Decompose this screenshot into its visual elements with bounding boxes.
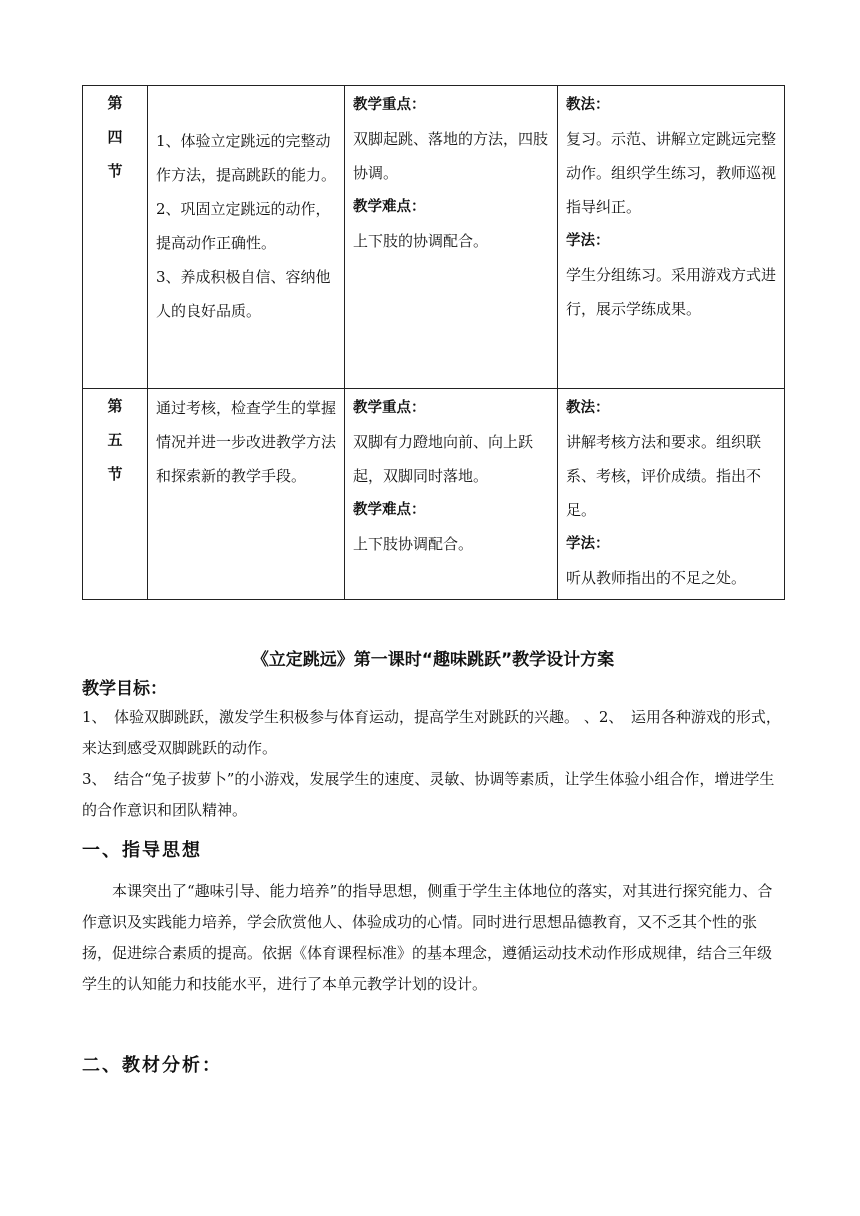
learning-method-label: 学法： — [566, 233, 610, 249]
goals-cell — [148, 389, 345, 600]
teaching-method-label: 教法： — [566, 97, 610, 113]
goal-item: 1、体验立定跳远的完整动作方法，提高跳跃的能力。 — [156, 132, 337, 184]
learning-method-text: 学生分组练习。采用游戏方式进行，展示学练成果。 — [566, 266, 777, 318]
difficulty-label: 教学难点： — [353, 199, 426, 215]
key-points-text: 双脚有力蹬地向前、向上跃起，双脚同时落地。 — [353, 433, 534, 485]
section-heading-material-analysis: 二、教材分析： — [82, 1055, 222, 1076]
objective-item: 1、 体验双脚跳跃，激发学生积极参与体育运动，提高学生对跳跃的兴趣。 、2、 运用各种游戏的形式，来达到感受双脚跳跃的动作。 — [82, 708, 781, 757]
key-points-label: 教学重点： — [353, 400, 426, 416]
table-row — [83, 86, 785, 389]
goals-cell — [148, 86, 345, 389]
section-name: 第四节 — [107, 94, 123, 180]
teaching-method-text: 复习。示范、讲解立定跳远完整动作。组织学生练习，教师巡视指导纠正。 — [566, 130, 777, 216]
goal-item: 通过考核，检查学生的掌握情况并进一步改进教学方法和探索新的教学手段。 — [156, 399, 337, 485]
key-points-text: 双脚起跳、落地的方法，四肢协调。 — [353, 130, 549, 182]
lesson-plan-table — [82, 85, 785, 600]
paragraph-text: 本课突出了“趣味引导、能力培养”的指导思想，侧重于学生主体地位的落实，对其进行探究能力、合作意识及实践能力培养，学会欣赏他人、体验成功的心情。同时进行思想品德教育，又不乏其个性的张扬，促进综合素质的提高。依据《体育课程标准》的基本理念，遵循运动技术动作形成规律，结合三年级学生的认知能力和技能水平，进行了本单元教学计划的设计。 — [82, 882, 773, 993]
key-points-cell — [345, 389, 558, 600]
key-points-label: 教学重点： — [353, 97, 426, 113]
guiding-ideology-paragraph — [82, 876, 784, 1000]
methods-cell — [558, 389, 785, 600]
section-name: 第五节 — [107, 397, 123, 483]
objective-item: 3、 结合“兔子拔萝卜”的小游戏，发展学生的速度、灵敏、协调等素质，让学生体验小组合作，增进学生的合作意识和团队精神。 — [82, 770, 775, 819]
goal-item: 3、养成积极自信、容纳他人的良好品质。 — [156, 268, 331, 320]
objectives-heading: 教学目标： — [82, 679, 167, 699]
section-heading-guiding-ideology: 一、指导思想 — [82, 840, 202, 861]
table-row — [83, 389, 785, 600]
section-name-cell — [83, 86, 148, 389]
goal-item: 2、巩固立定跳远的动作，提高动作正确性。 — [156, 200, 331, 252]
objectives-list — [82, 702, 784, 826]
difficulty-label: 教学难点： — [353, 502, 426, 518]
key-points-cell — [345, 86, 558, 389]
methods-cell — [558, 86, 785, 389]
difficulty-text: 上下肢的协调配合。 — [353, 232, 489, 250]
document-title: 《立定跳远》第一课时“趣味跳跃”教学设计方案 — [251, 650, 615, 670]
learning-method-label: 学法： — [566, 536, 610, 552]
section-name-cell — [83, 389, 148, 600]
learning-method-text: 听从教师指出的不足之处。 — [566, 569, 747, 587]
difficulty-text: 上下肢协调配合。 — [353, 535, 474, 553]
teaching-method-label: 教法： — [566, 400, 610, 416]
teaching-method-text: 讲解考核方法和要求。组织联系、考核，评价成绩。指出不足。 — [566, 433, 762, 519]
